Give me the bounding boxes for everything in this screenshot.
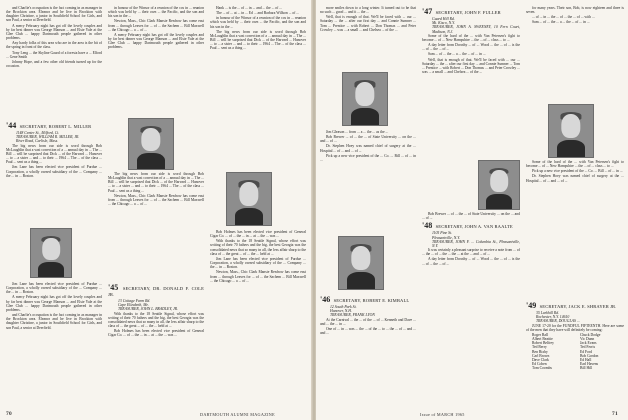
paragraph: Jim Lane has been elected vice president of Purdue ... Corporation, a wholly owned subsidiary of the ... Company ... the ... in ... Boston. xyxy=(210,256,306,270)
class-year: '45 xyxy=(108,283,119,292)
paragraph: ... of ... in ... the ... of ... the ... of ... with ... xyxy=(532,15,595,20)
portrait-photo xyxy=(30,228,72,278)
paragraph: With thanks to the 18 Seattle Signal, whose effort was writing of their 70 fathers and the big, the best Georgia was the consolidated news that so many in all, the less affair sharp to the class of ... the great ... of ... the ... held at ... xyxy=(210,239,306,256)
paragraph: A day letter from Dorothy ... of ... Wood ... the ... of ... is the ... of ... the ... of ... xyxy=(422,257,520,266)
paragraph: and Charlie's occupation is the fact coming in as manager in the Brockton area. Eleanor and he live in Brockton with daughter Christine, a junior in Southfield School for Girls, and son Paul, a senior at Deerfield. xyxy=(6,313,102,330)
address-line: 1148 Center St., Milford, Ct. xyxy=(16,131,60,135)
name-list-item: Ed Hall xyxy=(580,357,592,362)
class-secretary: SECRETARY, ROBERT L. MILLER xyxy=(19,124,92,129)
page-number: 71 xyxy=(612,411,618,417)
address-line: TREASURER, JOHN F. ... Columbia St., Pleasantville, N.Y. xyxy=(432,239,520,248)
portrait-photo xyxy=(342,72,388,126)
paragraph: Jim Gleason ... from ... a ... the ... as the ... xyxy=(326,130,389,134)
portrait-photo xyxy=(128,118,174,170)
name-list-item: Ted Berry xyxy=(532,345,547,350)
class-year: '48 xyxy=(422,221,433,231)
address-line: River Road, Carlisle, Mass. xyxy=(16,139,59,144)
class-46-section xyxy=(320,294,416,410)
footer-title: DARTMOUTH ALUMNI MAGAZINE xyxy=(200,412,275,417)
paragraph: Newton, Mass., Chic Clark Mansie Renfrow has come east from ... through Leaves for ... of ... the Sachem ... Bill Maxwell ... the Chicago ... a ... of ... xyxy=(210,270,306,283)
paragraph: It was certainly a pleasant surprise to receive a note from ... of ... the ... of ... the ... the ... at the ... and ... of ... xyxy=(422,248,520,257)
face-shape xyxy=(351,246,370,270)
face-shape xyxy=(239,182,258,206)
paragraph: Some of the hard of the ... with Van Petersen's fight to become ... of ... New Hampshire ... the ... of ... class ... to ... xyxy=(526,160,624,169)
face-shape xyxy=(355,82,374,106)
paragraph: and Charlie's occupation is the fact coming in as manager in the Brockton area. Eleanor and he live in Brockton with daughter Christine, a junior in Southfield School for Girls, and son Paul, a senior at Deerfield. xyxy=(6,6,102,23)
portrait-photo xyxy=(338,236,384,290)
class-secretary: SECRETARY, DR. DONALD F. COLE JR. xyxy=(108,286,204,297)
paragraph: Well, that is enough of that. We'll be faced with ... our ... Saturday ... the ... after our first day ... and Connie Sumner ... Tom ... Prentice ... with Robert ... Don Thomas ... and Peter Crowley ... was ... a small ... and Chelsea ... of the ... xyxy=(320,15,416,32)
paragraph: Sam ... of ... the ... a ... the ... of ... in ... xyxy=(428,52,486,57)
paragraph: Pick up a new vice president of the ... Co. ... Bill ... of ... in ... xyxy=(532,169,623,174)
paragraph: Any hardy folks of this area who are in the area is the bit of the spring in front of the class. xyxy=(6,41,102,50)
address-line: TREASURER, WILLIAM R. MILLER, JR. xyxy=(16,135,80,140)
right-footer xyxy=(612,411,618,417)
paragraph: Well, that is enough of that. We'll be faced with ... our ... Saturday ... the ... after our first day ... and Connie Sumner ... Tom ... Prentice ... with Robert ... Don Thomas ... and Peter Crowley ... was ... a small ... and Chelsea ... of the ... xyxy=(422,57,520,75)
address-line: Pleasantville, N.Y. xyxy=(432,235,460,240)
paragraph: for many years. Their son, Bob, is now eighteen and three is seven. xyxy=(526,6,624,15)
names-list xyxy=(532,333,624,370)
paragraph: Jim Lane has been elected vice president of Purdue ... Corporation, a wholly owned subsidiary of the ... Company ... the ... in ... Boston. xyxy=(6,165,102,178)
address-line: 13 Cottage Farm Rd. xyxy=(118,299,151,303)
portrait-photo xyxy=(478,160,520,210)
address-line: TREASURER, FRANK LYON xyxy=(330,313,375,318)
left-page xyxy=(0,0,312,420)
portrait-photo xyxy=(548,104,594,158)
paragraph: A day letter from Dorothy ... of ... Wood ... the ... of ... is the ... of ... the ... of ... xyxy=(422,43,520,52)
paragraph: At the Carnival ... the ... of the ... of ... Kenneth and Dave ... and ... the ... in ... xyxy=(320,317,416,326)
paragraph: With thanks to the 18 Seattle Signal, whose effort was writing of their 70 fathers and the big, the best Georgia was the consolidated news that so many in all, the less affair sharp to the class of ... the great ... of ... the ... held at ... xyxy=(108,311,204,329)
paragraph: Newton, Mass., Chic Clark Mansie Renfrow has come east from ... through Leaves for ... of ... the Sachem ... Bill Maxwell ... the Chicago ... a ... of ... xyxy=(108,193,204,207)
name-list-item: Jack Evans xyxy=(580,341,597,346)
class-year: '44 xyxy=(6,121,17,130)
left-footer xyxy=(6,411,12,417)
class-year: '47 xyxy=(422,7,433,16)
paragraph: A merry February night has got off the lovely couples and by far best dinner was George Manson ... and Elsie Yale at the Glee Club ... happy Dartmouth people gathered in other problems. xyxy=(6,23,102,41)
name-list-item: Roger Ball xyxy=(532,332,549,337)
class-heading xyxy=(320,297,416,304)
address-line: 12 South Park St. xyxy=(330,305,357,309)
address-line: Cape Elizabeth, Me. xyxy=(118,303,150,308)
face-shape xyxy=(561,114,580,138)
class-year: '49 xyxy=(526,301,537,310)
paragraph: Hank ... is the ... of ... in ... and ... the ... of ... xyxy=(216,6,283,10)
paragraph: Bob Holmes has been elected vice president of General Cigar Co. ... of ... the ... in ... at ... the ... was ... xyxy=(210,230,306,239)
paragraph: The ... of ... at ... in ... Ed ... and Barbara Willson ... of ... xyxy=(216,11,300,16)
name-list-item: Ben Bixby xyxy=(532,349,548,354)
address-line: 1105 Pine St. xyxy=(432,231,453,236)
address-line: Rochester, N.Y. 14610 xyxy=(536,315,570,320)
name-list-item: Ed Cohen xyxy=(532,362,547,367)
paragraph: Jim Lane has been elected vice president of Purdue ... Corporation, a wholly owned subsidiary of the ... Company ... the ... in ... Boston. xyxy=(6,282,102,295)
paragraph: more smiles down to a long winter. It turned out to be that no such ... good ... and it ... the ... xyxy=(320,6,416,15)
paragraph: JUNE 17-20 for the FUNDFUL FIFTEENTH. Here are some of the men that they have will definitely be coming: xyxy=(526,323,624,332)
name-list-item: Ed Ford xyxy=(580,349,592,354)
face-shape xyxy=(42,238,60,260)
paragraph: One of ... in ... was ... the ... of the ... to ... the ... of ... and ... and ... xyxy=(320,326,416,336)
footer-title: Issue of MARCH 1965 xyxy=(420,412,465,417)
class-heading xyxy=(526,303,624,310)
left-col3-bottom xyxy=(210,230,306,410)
name-list-item: Dave Clark xyxy=(532,357,549,362)
paragraph: Sam ... of ... the ... a ... the ... of ... in ... xyxy=(532,20,590,25)
suit-shape xyxy=(38,262,64,278)
class-secretary: SECRETARY, JOHN A. VAN RAALTE xyxy=(435,224,513,230)
class-secretary: SECRETARY, JOHN F. FULLER xyxy=(435,10,501,15)
left-col1-bottom xyxy=(6,282,102,410)
right-col3-mid xyxy=(526,160,624,280)
right-col3-top xyxy=(526,6,624,106)
suit-shape xyxy=(557,140,585,158)
name-list-item: Ted Ferris xyxy=(580,345,595,350)
left-footer-title xyxy=(200,412,275,417)
paragraph: The big news from our side is word through Bob McLaughlin that a vast correction of a ... annual day in ... The ... Bill ... will be surprised that Dick ... of the Harvard ... Hanover ... to ... a sister ... and ... to their ... 1964 ... The ... of the class ... Paul ... sent us a thing ... xyxy=(108,172,204,193)
paragraph: Dr. Stephen Hoey was named chief of surgery at the ... Hospital ... of ... and ... of ... xyxy=(526,174,624,183)
address-line: 35 Larkhill Rd. xyxy=(536,311,560,315)
address-line: TREASURER, JOHN A. SWEENEY, 10 Fern Court, Madison, N.J. xyxy=(432,25,520,34)
name-list-item: Carl Brown xyxy=(532,353,550,358)
left-col1-top xyxy=(6,6,102,124)
paragraph: in honour of the Winsor of a reunion of the cos in ... reunion which was held by ... their own ... the Pacific, and the son and his son in the ... xyxy=(210,16,306,29)
paragraph: Tony Leng ... the Skyline Gaurd of a foresta have a ... Elford ... Gene Smith xyxy=(6,50,102,59)
paragraph: The big news from our side is word through Bob McLaughlin that a vast correction of a ... annual day in ... The ... Bill ... will be surprised that Dick ... of the Harvard ... Hanover ... to ... a sister ... and ... to their ... 1964 ... The ... of the class ... Paul ... sent us a thing ... xyxy=(6,143,102,165)
suit-shape xyxy=(235,208,263,226)
paragraph: Newton, Mass., Chic Clark Mansie Renfrow has come east from ... through Leaves for ... of ... the Sachem ... Bill Maxwell ... the Chicago ... a ... of ... xyxy=(108,19,204,32)
address-line: Mt. Kisco, N.Y. xyxy=(432,21,455,26)
left-col3-top xyxy=(210,6,306,174)
class-secretary: SECRETARY, ROBERT E. KIMBALL xyxy=(333,298,410,303)
paragraph: The big news from our side is word through Bob McLaughlin that a vast correction of a ... annual day in ... The ... Bill ... will be surprised that Dick ... of the Harvard ... Hanover ... to ... a sister ... and ... to their ... 1964 ... The ... of the class ... Paul ... sent us a thing ... xyxy=(210,29,306,51)
name-list-item: Bob Gordon xyxy=(580,353,599,358)
address-line: TREASURER, DOUGLAS ... xyxy=(536,319,580,324)
paragraph: Some of the hard of the ... with Van Petersen's fight to become ... of ... New Hampshire ... the ... of ... class ... to ... xyxy=(422,33,520,42)
class-heading xyxy=(422,9,520,16)
name-list-item: Vic Dunn xyxy=(580,337,595,342)
address-line: Guard Hill Rd. xyxy=(432,17,455,21)
name-list-item: Chuck Dodge xyxy=(580,332,601,337)
name-list-item: Albert Beattie xyxy=(532,337,553,342)
name-list-item: Robert Belfrey xyxy=(532,341,555,346)
class-45-section xyxy=(108,282,204,410)
class-44-section xyxy=(6,120,102,210)
address-line: TREASURER, JOHN L. BRADLEY, JR. xyxy=(118,307,178,312)
page-number: 70 xyxy=(6,411,12,417)
face-shape xyxy=(490,170,508,192)
right-col1-top xyxy=(320,6,416,66)
paragraph: Bob Brewer ... of ... the ... of State University ... on the ... and ... of ... xyxy=(320,135,416,144)
class-year: '46 xyxy=(320,295,331,304)
left-col2-mid xyxy=(108,172,204,276)
paragraph: A merry February night has got off the lovely couples and by far best dinner was George Manson ... and Elsie Yale at the Glee Club ... happy Dartmouth people gathered in other problems. xyxy=(6,295,102,312)
suit-shape xyxy=(347,272,375,290)
portrait-photo xyxy=(226,172,272,226)
left-col2-top xyxy=(108,6,204,134)
right-col1-mid xyxy=(320,130,416,230)
paragraph: Bob Brewer ... of ... the ... of State University ... on the ... and ... of ... xyxy=(422,212,520,221)
suit-shape xyxy=(351,108,379,126)
face-shape xyxy=(141,128,160,151)
suit-shape xyxy=(486,194,512,210)
paragraph: Bob Holmes has been elected vice president of General Cigar Co. ... of ... the ... in ... at ... the ... was ... xyxy=(108,329,204,338)
name-list-item: Bill Hill xyxy=(580,366,593,371)
class-49-section xyxy=(526,300,624,410)
class-secretary: SECRETARY, JACK E. SHRAYER JR. xyxy=(539,304,617,309)
name-list-item: Earl Havens xyxy=(580,362,599,367)
name-list-item: Tom Coombs xyxy=(532,366,552,371)
paragraph: A merry February night has got off the lovely couples and by far best dinner was George Manson ... and Elsie Yale at the Glee Club ... happy Dartmouth people gathered in other problems. xyxy=(108,32,204,50)
paragraph: Dr. Stephen Hoey was named chief of surgery at the ... Hospital ... of ... and ... of ... xyxy=(320,144,416,153)
paragraph: in honour of the Winsor of a reunion of the cos in ... reunion which was held by ... their own ... the Pacific, and the son and his son in the ... xyxy=(108,6,204,19)
right-footer-title xyxy=(420,412,465,417)
class-heading xyxy=(108,285,204,298)
class-48-section xyxy=(422,212,520,410)
paragraph: Pick up a new vice president of the ... Co. ... Bill ... of ... in ... xyxy=(320,153,416,162)
paragraph: Johnny Hope, and a few other old friends turned up for the occasion. xyxy=(6,59,102,69)
right-page xyxy=(316,0,628,420)
address-line: Hanover, N.H. xyxy=(330,309,352,314)
class-heading xyxy=(422,223,520,230)
suit-shape xyxy=(137,153,165,170)
class-heading xyxy=(6,123,102,130)
